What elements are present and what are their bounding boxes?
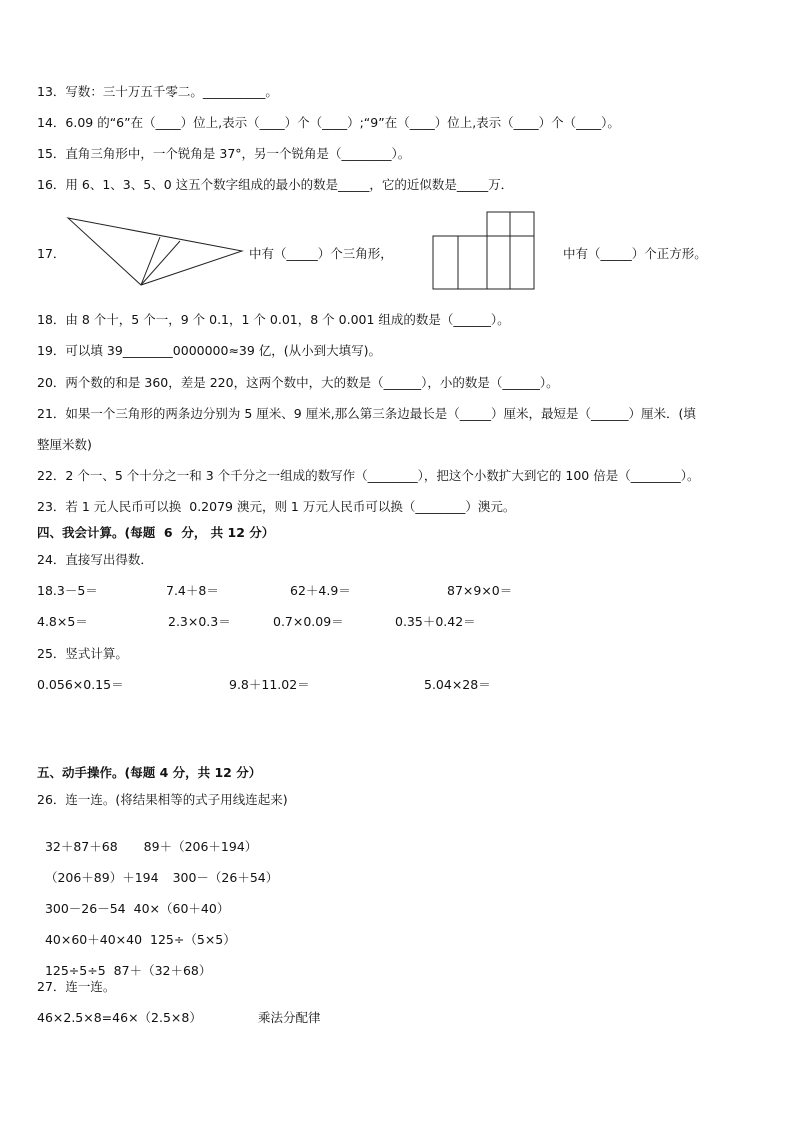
q27-right-law: 乘法分配律 [258, 1010, 321, 1025]
match-row [37, 947, 211, 979]
question-22: 22．2 个一、5 个十分之一和 3 个千分之一组成的数写作（________），把这个小数扩大到它的 100 倍是（________）。 [37, 468, 700, 483]
calc-item: 9.8＋11.02＝ [229, 677, 310, 692]
calc-item: 7.4＋8＝ [166, 583, 219, 598]
squares-figure [432, 211, 536, 291]
match-left: 300－26－54 [44, 901, 126, 916]
match-row [37, 916, 236, 948]
question-21-line1: 21．如果一个三角形的两条边分别为 5 厘米、9 厘米,那么第三条边最长是（_____）厘米，最短是（______）厘米．(填 [37, 406, 696, 421]
calc-item: 0.7×0.09＝ [273, 614, 344, 629]
calc-item: 0.056×0.15＝ [37, 677, 124, 692]
calc-item: 0.35＋0.42＝ [395, 614, 476, 629]
match-right: 89＋（206＋194） [143, 839, 258, 854]
match-row [37, 854, 278, 886]
calc-item: 4.8×5＝ [37, 614, 88, 629]
calc-item: 87×9×0＝ [447, 583, 513, 598]
section-4-heading: 四、我会计算。(每题 6 分， 共 12 分） [37, 525, 275, 540]
match-left: 40×60＋40×40 [44, 932, 143, 947]
calc-item: 5.04×28＝ [424, 677, 491, 692]
match-right: 125÷（5×5） [150, 932, 236, 947]
match-right: 40×（60＋40） [133, 901, 230, 916]
calc-item: 2.3×0.3＝ [168, 614, 231, 629]
question-25: 25．竖式计算。 [37, 646, 128, 661]
section-5-heading: 五、动手操作。(每题 4 分，共 12 分） [37, 765, 262, 780]
calc-item: 62＋4.9＝ [290, 583, 351, 598]
match-left: 32＋87＋68 [44, 839, 118, 854]
question-18: 18．由 8 个十，5 个一，9 个 0.1，1 个 0.01，8 个 0.001 组成的数是（______）。 [37, 312, 510, 327]
question-16: 16．用 6、1、3、5、0 这五个数字组成的最小的数是_____，它的近似数是_____万． [37, 177, 514, 192]
match-row [37, 885, 229, 917]
q27-left-expression: 46×2.5×8=46×（2.5×8） [37, 1010, 202, 1025]
question-19: 19．可以填 39________0000000≈39 亿，(从小到大填写)。 [37, 343, 382, 358]
question-21-line2: 整厘米数) [37, 437, 92, 452]
question-17-number: 17． [37, 246, 66, 261]
question-26: 26．连一连。(将结果相等的式子用线连起来) [37, 792, 288, 807]
question-23: 23．若 1 元人民币可以换 0.2079 澳元，则 1 万元人民币可以换（________）澳元。 [37, 499, 516, 514]
question-14: 14．6.09 的“6”在（____）位上,表示（____）个（____）;“9”在（____）位上,表示（____）个（____）。 [37, 115, 620, 130]
question-20: 20．两个数的和是 360，差是 220，这两个数中，大的数是（______），小的数是（______）。 [37, 375, 559, 390]
triangle-figure [64, 215, 244, 287]
calc-item: 18.3－5＝ [37, 583, 98, 598]
match-right: 300－（26＋54） [172, 870, 279, 885]
match-left: 125÷5÷5 [44, 963, 106, 978]
match-right: 87＋（32＋68） [113, 963, 212, 978]
match-row [37, 823, 257, 855]
match-left: （206＋89）＋194 [44, 870, 159, 885]
question-27: 27．连一连。 [37, 979, 116, 994]
question-24: 24．直接写出得数． [37, 552, 153, 567]
question-13: 13．写数：三十万五千零二。__________。 [37, 84, 278, 99]
question-17-triangles-text: 中有（_____）个三角形， [249, 246, 393, 261]
question-17-squares-text: 中有（_____）个正方形。 [563, 246, 707, 261]
question-15: 15．直角三角形中，一个锐角是 37°，另一个锐角是（________）。 [37, 146, 411, 161]
